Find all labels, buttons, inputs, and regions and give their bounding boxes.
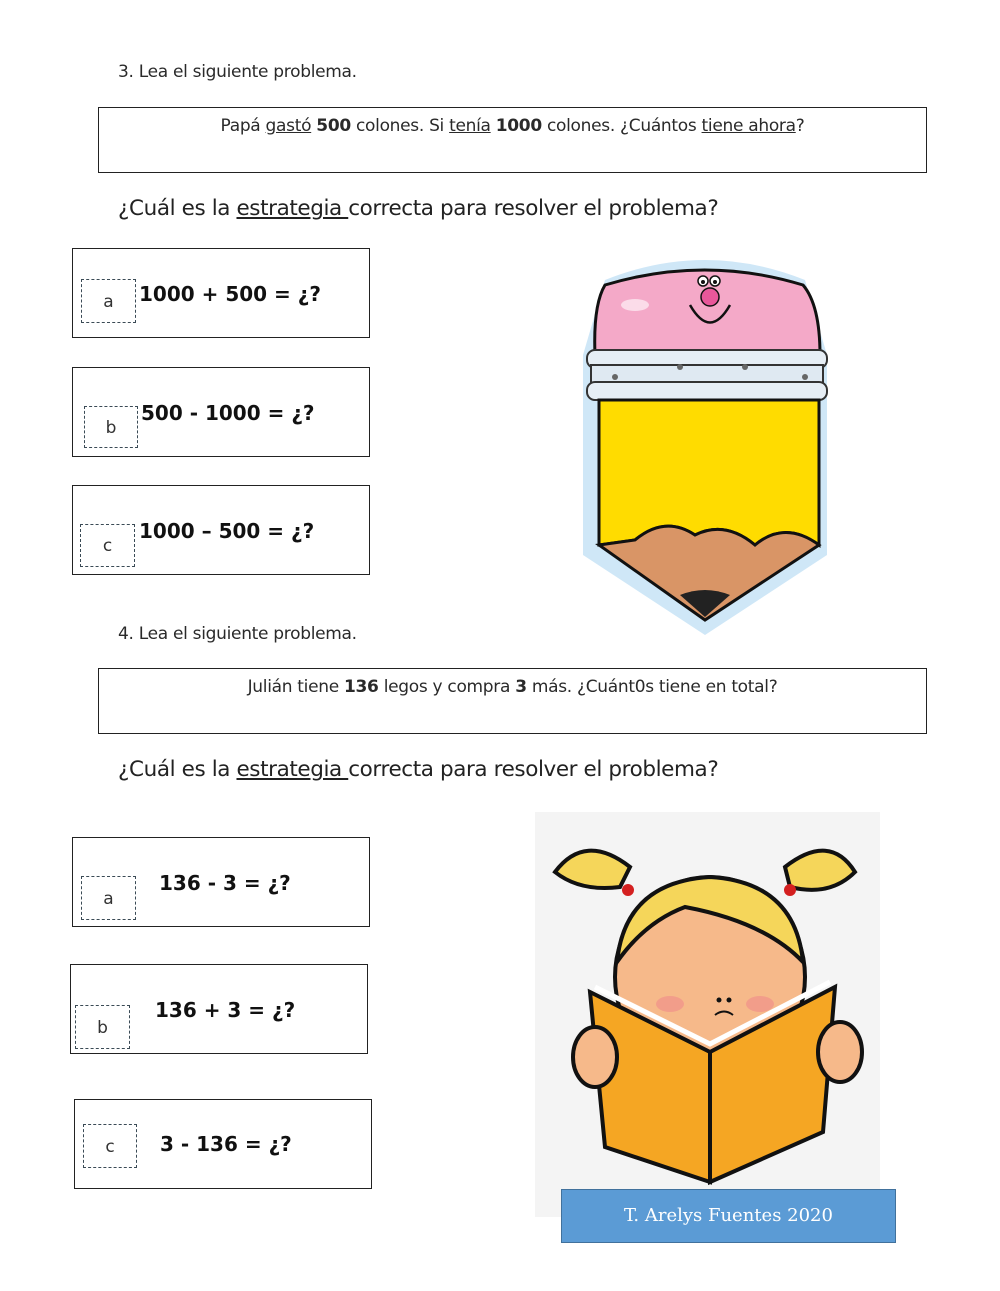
problem-4-option-b[interactable] bbox=[70, 964, 368, 1054]
question-text: correcta para resolver el problema? bbox=[348, 757, 719, 782]
girl-reading-book-icon bbox=[535, 812, 880, 1217]
problem-4-option-c[interactable] bbox=[74, 1099, 372, 1189]
problem-4-statement bbox=[99, 677, 926, 697]
statement-fragment: 500 bbox=[316, 116, 351, 136]
question-text: ¿Cuál es la bbox=[118, 757, 237, 782]
question-keyword: estrategia bbox=[236, 757, 349, 782]
statement-fragment: colones. Si bbox=[350, 116, 450, 136]
statement-fragment: 136 bbox=[344, 677, 379, 697]
problem-4-option-a[interactable] bbox=[72, 837, 370, 927]
statement-fragment: tiene ahora bbox=[701, 116, 796, 136]
pencil-illustration bbox=[565, 245, 845, 640]
answer-drop-zone[interactable]: a bbox=[81, 876, 136, 920]
statement-fragment: 3 bbox=[515, 677, 527, 697]
statement-fragment: 1000 bbox=[495, 116, 542, 136]
answer-drop-zone[interactable]: a bbox=[81, 279, 136, 323]
problem-4-question bbox=[118, 757, 718, 782]
problem-3-heading: 3. Lea el siguiente problema. bbox=[118, 62, 357, 82]
answer-drop-zone[interactable]: b bbox=[75, 1005, 130, 1049]
statement-fragment: tenía bbox=[449, 116, 491, 136]
problem-3-option-b[interactable] bbox=[72, 367, 370, 457]
problem-3-question bbox=[118, 196, 718, 221]
statement-fragment: gastó bbox=[265, 116, 312, 136]
problem-3-statement-box bbox=[98, 107, 927, 173]
girl-reading-illustration bbox=[535, 812, 880, 1217]
statement-fragment: colones. ¿Cuántos bbox=[541, 116, 702, 136]
option-equation: 1000 + 500 = ¿? bbox=[139, 282, 321, 306]
problem-4-statement-box bbox=[98, 668, 927, 734]
smiling-pencil-icon bbox=[565, 245, 845, 640]
option-equation: 500 - 1000 = ¿? bbox=[141, 401, 315, 425]
answer-drop-zone[interactable]: c bbox=[83, 1124, 137, 1168]
statement-fragment: Julián tiene bbox=[247, 677, 344, 697]
option-equation: 1000 – 500 = ¿? bbox=[139, 519, 315, 543]
question-text: ¿Cuál es la bbox=[118, 196, 237, 221]
answer-drop-zone[interactable]: c bbox=[80, 524, 135, 567]
option-equation: 3 - 136 = ¿? bbox=[160, 1132, 292, 1156]
option-equation: 136 - 3 = ¿? bbox=[159, 871, 291, 895]
problem-3-statement bbox=[99, 116, 926, 136]
question-text: correcta para resolver el problema? bbox=[348, 196, 719, 221]
author-credit-banner: T. Arelys Fuentes 2020 bbox=[561, 1189, 896, 1243]
statement-fragment: Papá bbox=[220, 116, 266, 136]
option-equation: 136 + 3 = ¿? bbox=[155, 998, 296, 1022]
question-keyword: estrategia bbox=[236, 196, 349, 221]
statement-fragment: legos y compra bbox=[378, 677, 516, 697]
problem-3-option-c[interactable] bbox=[72, 485, 370, 575]
problem-3-option-a[interactable] bbox=[72, 248, 370, 338]
statement-fragment: ? bbox=[795, 116, 805, 136]
problem-4-heading: 4. Lea el siguiente problema. bbox=[118, 624, 357, 644]
statement-fragment: más. ¿Cuánt0s tiene en total? bbox=[526, 677, 778, 697]
answer-drop-zone[interactable]: b bbox=[84, 406, 138, 448]
